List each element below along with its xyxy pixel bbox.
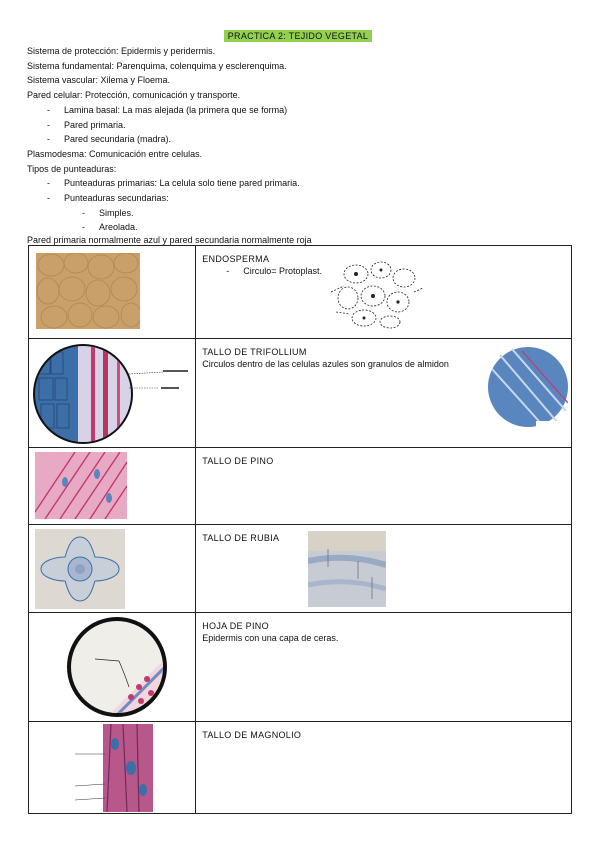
magnolia-stem-micrograph: [67, 724, 153, 812]
note-line: Plasmodesma: Comunicación entre celulas.: [27, 148, 203, 159]
text-cell: [196, 339, 572, 448]
text-cell: [196, 525, 572, 613]
table-row: [29, 448, 572, 525]
image-cell: [29, 448, 196, 525]
sample-description: Circulos dentro de las celulas azules son granulos de almidon: [202, 359, 449, 369]
pine-leaf-micrograph: [67, 617, 167, 717]
table-row: [29, 339, 572, 448]
image-cell: [29, 339, 196, 448]
sample-label: TALLO DE MAGNOLIO: [202, 730, 302, 740]
note-subitem: - Pared primaria.: [47, 119, 126, 130]
note-subitem: - Lamina basal: La mas alejada (la primera que se forma): [47, 104, 288, 115]
text-cell: [196, 246, 572, 339]
sample-label: TALLO DE PINO: [202, 456, 274, 466]
note-line: Pared celular: Protección, comunicación y transporte.: [27, 90, 241, 101]
note-line: Sistema de protección: Epidermis y peridermis.: [27, 46, 216, 56]
note-line: Sistema fundamental: Parenquima, colenquima y esclerenquima.: [27, 60, 287, 71]
rubia-stem-micrograph: [35, 529, 125, 609]
rubia-detail-micrograph: [308, 531, 386, 607]
note-subitem: - Pared secundaria (madra).: [47, 134, 172, 145]
note-line: Sistema vascular: Xilema y Floema.: [27, 75, 171, 86]
cell-sketch-drawing: [326, 252, 426, 330]
sample-subitem: - Circulo= Protoplast.: [226, 266, 323, 276]
pine-stem-micrograph: [35, 452, 127, 519]
trifollium-micrograph: [33, 344, 193, 444]
notes-list: [27, 44, 580, 235]
samples-table: [28, 245, 572, 814]
table-caption: Pared primaria normalmente azul y pared secundaria normalmente roja: [27, 235, 312, 245]
sample-label: TALLO DE RUBIA: [202, 533, 280, 543]
text-cell: [196, 448, 572, 525]
note-subitem: - Punteaduras primarias: La celula solo tiene pared primaria.: [47, 178, 300, 189]
endosperm-micrograph: [36, 253, 140, 329]
table-row: [29, 525, 572, 613]
trifollium-detail-micrograph: [488, 343, 568, 431]
image-cell: [29, 722, 196, 814]
text-cell: [196, 613, 572, 722]
sample-label: HOJA DE PINO: [202, 621, 269, 631]
note-line: Tipos de punteaduras:: [27, 163, 117, 174]
sample-label: TALLO DE TRIFOLLIUM: [202, 347, 307, 357]
sample-label: ENDOSPERMA: [202, 254, 270, 264]
table-row: [29, 613, 572, 722]
sample-description: Epidermis con una capa de ceras.: [202, 633, 339, 643]
image-cell: [29, 246, 196, 339]
note-subsubitem: - Areolada.: [82, 222, 138, 233]
note-subsubitem: - Simples.: [82, 207, 134, 218]
image-cell: [29, 613, 196, 722]
note-subitem: - Punteaduras secundarias:: [47, 193, 169, 204]
image-cell: [29, 525, 196, 613]
page-title: PRACTICA 2: TEJIDO VEGETAL: [224, 30, 372, 42]
text-cell: [196, 722, 572, 814]
table-row: [29, 246, 572, 339]
table-row: [29, 722, 572, 814]
